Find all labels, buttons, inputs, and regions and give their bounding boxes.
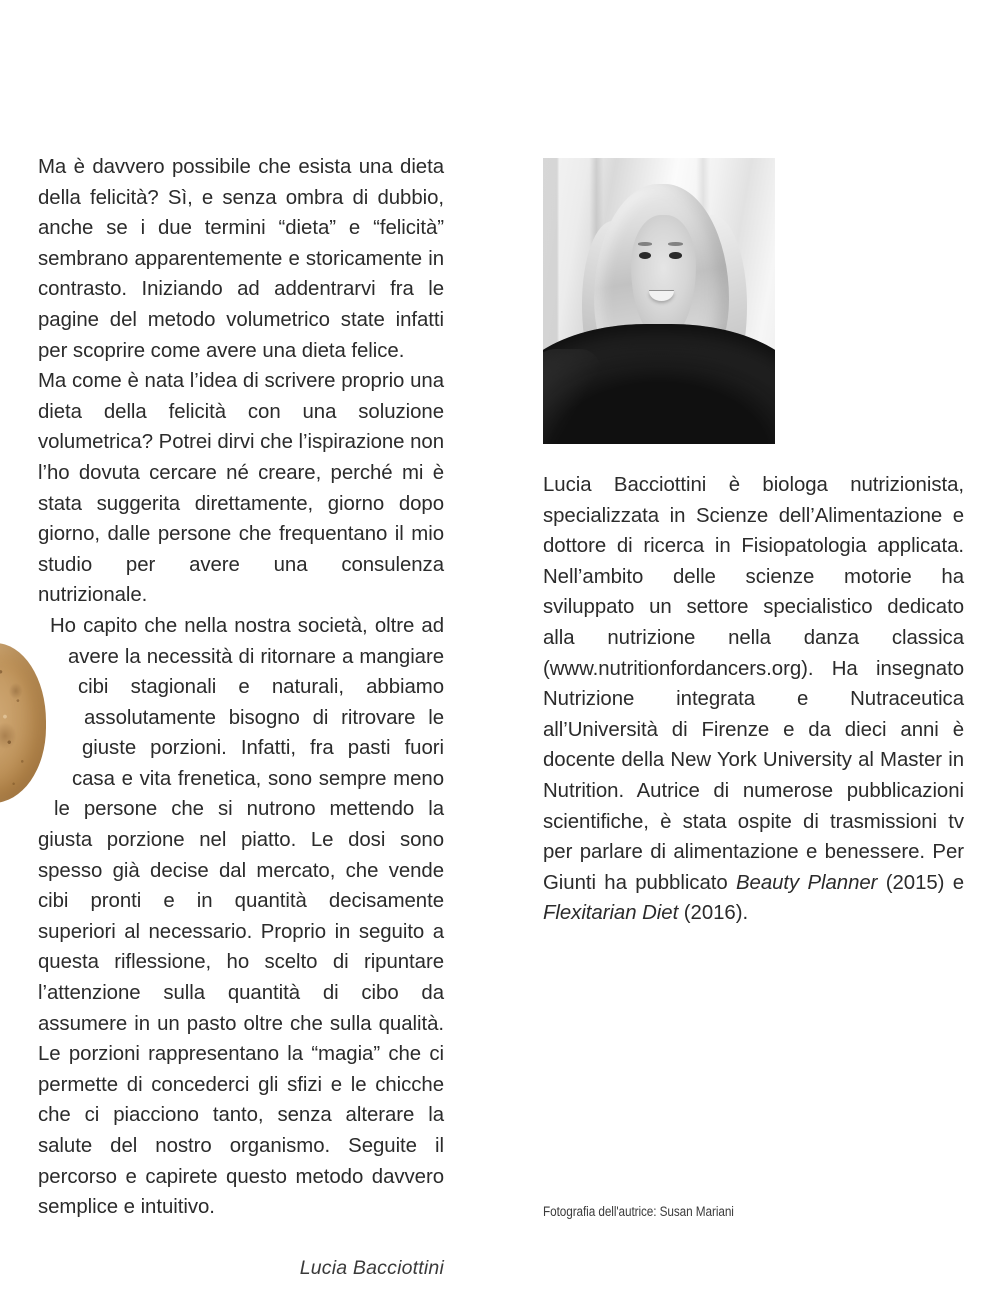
portrait-shoulders [543, 324, 775, 444]
author-biography [543, 470, 964, 929]
photo-credit-line: Fotografia dell'autrice: Susan Mariani [543, 1204, 734, 1219]
bio-text-part-3: (2016). [678, 902, 749, 925]
author-signature: Lucia Bacciottini [299, 1256, 444, 1279]
bio-text-part-2: (2015) e [877, 871, 964, 894]
oat-cookie-photo [0, 643, 46, 803]
body-paragraph-3 [38, 611, 444, 1223]
portrait-brow-right [668, 242, 683, 245]
portrait-brow-left [638, 242, 653, 245]
left-text-column [38, 152, 444, 1283]
body-paragraph-2: Ma come è nata l’idea di scrivere proprio una dieta della felicità con una soluzione volumetrica? Potrei dirvi che l’ispirazione non l’ho dovuta cercare né creare, perché mi è stata suggerita direttamente, giorno dopo giorno, dalle persone che frequentano il mio studio per avere una consulenza nutrizionale. [38, 370, 444, 607]
book-title-flexitarian-diet: Flexitarian Diet [543, 902, 679, 925]
wrap-shim [38, 611, 50, 642]
right-column [543, 152, 964, 929]
book-title-beauty-planner: Beauty Planner [735, 871, 878, 894]
body-paragraph-1: Ma è davvero possibile che esista una dieta della felicità? Sì, e senza ombra di dubbio, anche se i due termini “dieta” e “felicità” sembrano apparentemente e storicamente in contrasto. Iniziando ad addentrarvi fra le pagine del metodo volumetrico state infatti per scoprire come avere una dieta felice. [38, 156, 444, 362]
portrait-eye-right [669, 252, 681, 259]
body-paragraph-3-text: Ho capito che nella nostra società, oltre ad avere la necessità di ritornare a mangiare cibi stagionali e naturali, abbiamo assolutamente bisogno di ritrovare le giuste porzioni. Infatti, fra pasti fuori casa e vita frenetica, sono sempre meno le persone che si nutrono mettendo la giusta porzione nel piatto. Le dosi sono spesso già decise dal mercato, che vende cibi pronti e in quantità decisamente superiori al necessario. Proprio in seguito a questa riflessione, ho scelto di ripuntare l’attenzione sulla quantità di cibo da assumere in un pasto oltre che sulla qualità. Le porzioni rappresentano la “magia” che ci permette di concederci gli sfizi e le chicche che ci piacciono tanto, senza alterare la salute del nostro organismo. Seguite il percorso e capirete questo metodo davvero semplice e intuitivo. [38, 614, 444, 1219]
author-portrait-photo [543, 158, 775, 444]
bio-text-part-1: Lucia Bacciottini è biologa nutrizionista, specializzata in Scienze dell’Alimentazione e dottore di ricerca in Fisiopatologia applicata. Nell’ambito delle scienze motorie ha sviluppato un settore specialistico dedicato alla nutrizione nella danza classica (www.nutritionfordancers.org). Ha insegnato Nutrizione integrata e Nutraceutica all’Università di Firenze e da dieci anni è docente della New York University al Master in Nutrition. Autrice di numerose pubblicazioni scientifiche, è stata ospite di trasmissioni tv per parlare di alimentazione e benessere. Per Giunti ha pubblicato [543, 474, 964, 894]
biography-text [543, 470, 964, 929]
